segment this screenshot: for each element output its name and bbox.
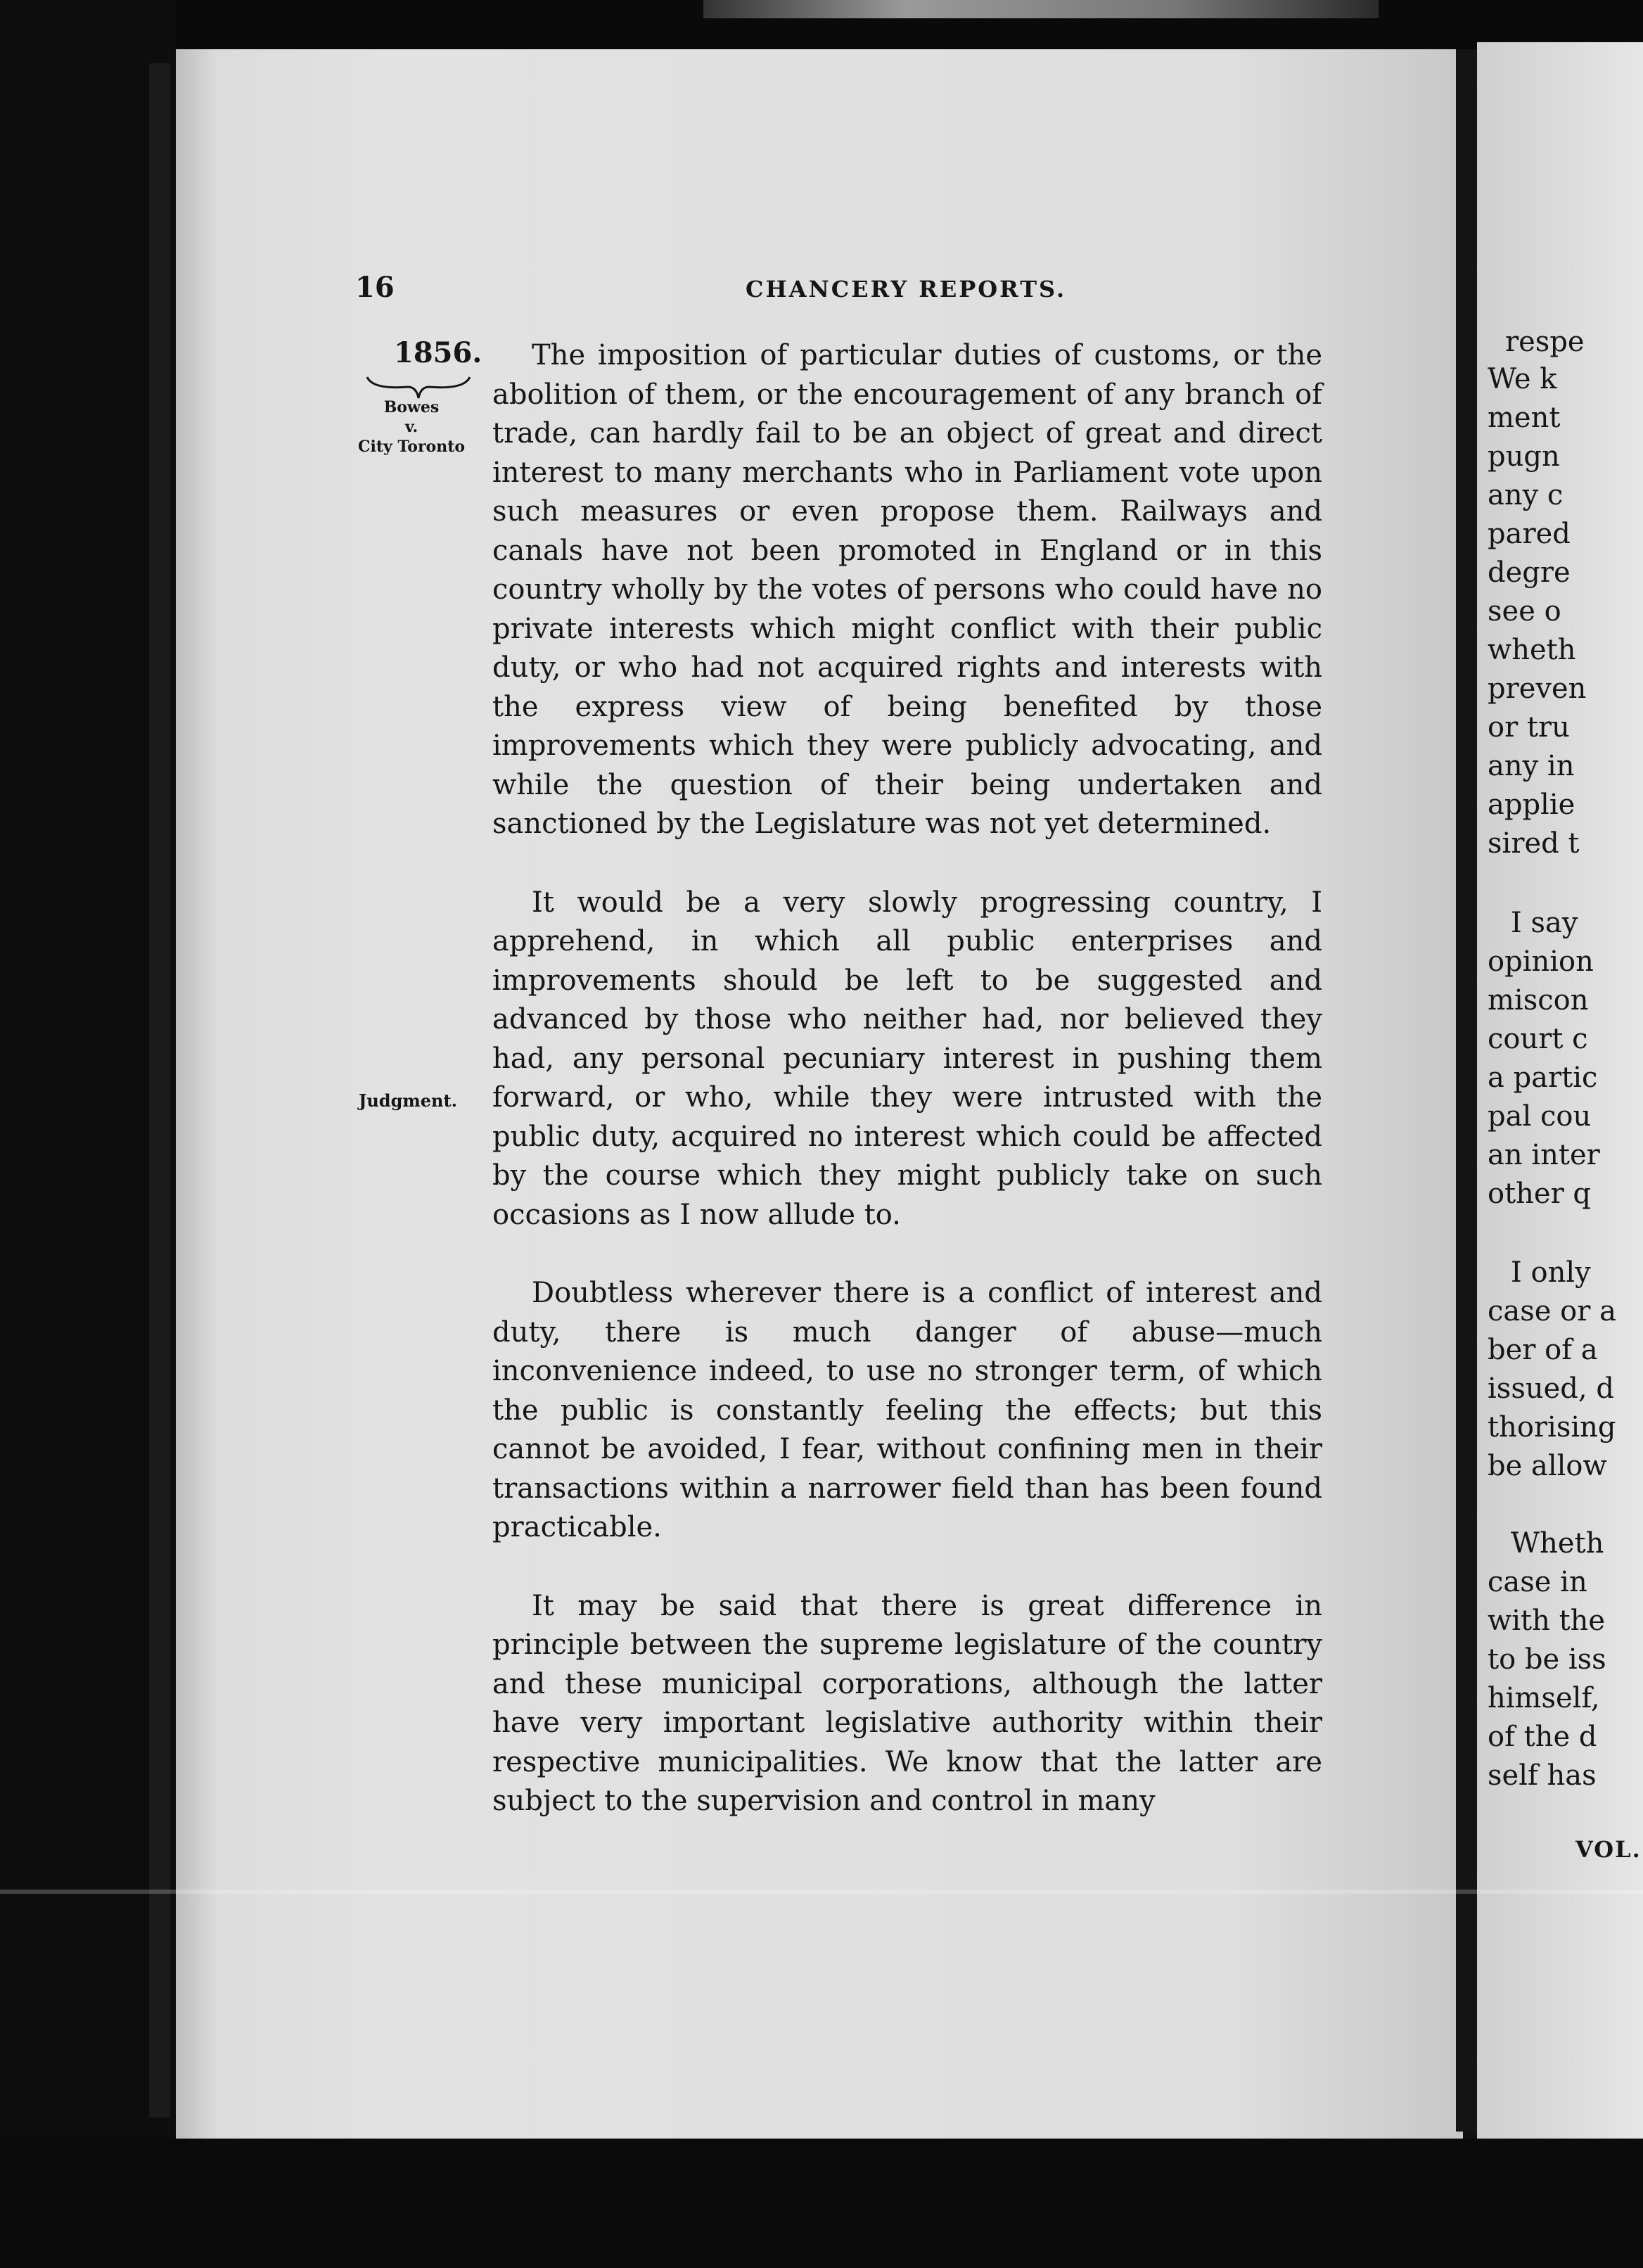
scan-border-bottom: [0, 2139, 1643, 2268]
right-page-line: degre: [1488, 556, 1571, 589]
right-page-line: any in: [1488, 750, 1575, 782]
right-page-line: an inter: [1488, 1139, 1600, 1171]
right-page-line: opinion: [1488, 945, 1594, 978]
side-case-line3: City Toronto: [357, 438, 466, 456]
right-page-line: of the d: [1488, 1721, 1597, 1753]
right-page-line: see o: [1488, 595, 1561, 627]
right-page-line: Wheth: [1511, 1527, 1604, 1560]
right-page-line: be allow: [1488, 1450, 1607, 1482]
right-page-line: a partic: [1488, 1062, 1598, 1094]
scan-artifact-strip: [703, 0, 1379, 18]
right-page-line: court c: [1488, 1023, 1588, 1055]
right-page-line: self has: [1488, 1759, 1597, 1792]
right-page-line: himself,: [1488, 1682, 1600, 1714]
paragraph-2: It would be a very slowly progressing country, I apprehend, in which all public enterprises and improvements should be left to be suggested and advanced by those who neither had, nor believed they had, any personal pecuniary interest in pushing them forward, or who, while they were intrusted with the public duty, acquired no interest which could be affected by the course which they might publicly take on such occasions as I now allude to.: [492, 886, 1322, 1231]
right-page-line: or tru: [1488, 711, 1570, 744]
side-year: 1856.: [394, 336, 482, 369]
right-page-line: applie: [1488, 789, 1575, 821]
right-page-line: to be iss: [1488, 1643, 1606, 1676]
side-case-line1: Bowes: [383, 398, 440, 416]
scan-artifact-line: [0, 1890, 1643, 1894]
right-page-line: I say: [1511, 907, 1578, 939]
right-page-line: preven: [1488, 673, 1587, 705]
running-head: CHANCERY REPORTS.: [746, 276, 1067, 302]
right-page-line: We k: [1488, 363, 1557, 395]
side-judgment: Judgment.: [359, 1090, 457, 1111]
right-page-line: thorising: [1488, 1411, 1616, 1444]
right-page-line: any c: [1488, 479, 1564, 511]
right-page-line: ber of a: [1488, 1334, 1598, 1366]
paragraph-1: The imposition of particular duties of customs, or the abolition of them, or the encouragement of any branch of trade, can hardly fail to be an object of great and direct interest to many merchants who in Parliament vote upon such measures or even propose them. Railways and canals have not been promoted in England or in this country wholly by the votes of persons who could have no private interests which might conflict with their public duty, or who had not acquired rights and interests with the express view of being benefited by those improvements which they were publicly advocating, and while the question of their being undertaken and sanctioned by the Legislature was not yet determined.: [492, 339, 1322, 840]
side-case-line2: v.: [404, 418, 418, 436]
right-page-footer: VOL.: [1575, 1836, 1642, 1863]
page-edge-shadow: [149, 63, 170, 2117]
right-page-line: with the: [1488, 1605, 1606, 1637]
right-page-line: I only: [1511, 1256, 1591, 1289]
paragraph-3: Doubtless wherever there is a conflict of interest and duty, there is much danger of abuse—much inconvenience indeed, to use no stronger term, of which the public is constantly feeling the effects; but this cannot be avoided, I fear, without confining men in their transactions within a narrower field than has been found practicable.: [492, 1277, 1322, 1543]
right-page-line: ment: [1488, 402, 1561, 434]
right-page-line: respe: [1505, 326, 1585, 358]
right-page-line: other q: [1488, 1178, 1592, 1210]
right-page-line: case or a: [1488, 1295, 1616, 1327]
right-page-line: pal cou: [1488, 1100, 1592, 1133]
book-gutter: [1456, 49, 1477, 2132]
right-page-line: pugn: [1488, 440, 1560, 473]
right-page-text: [1477, 0, 1643, 2268]
right-page-line: issued, d: [1488, 1372, 1614, 1405]
side-brace-icon: [366, 373, 471, 401]
right-page-line: wheth: [1488, 634, 1576, 666]
right-page-line: miscon: [1488, 984, 1589, 1017]
paragraph-4: It may be said that there is great difference in principle between the supreme legislature of the country and these municipal corporations, although the latter have very important legislative authority within their respective municipalities. We know that the latter are subject to the supervision and control in many: [492, 1589, 1322, 1817]
page-number: 16: [355, 271, 395, 304]
right-page-line: case in: [1488, 1566, 1587, 1598]
side-case-title: [331, 397, 492, 457]
body-text: [492, 336, 1322, 1821]
right-page-line: pared: [1488, 518, 1571, 550]
right-page-line: sired t: [1488, 827, 1580, 860]
